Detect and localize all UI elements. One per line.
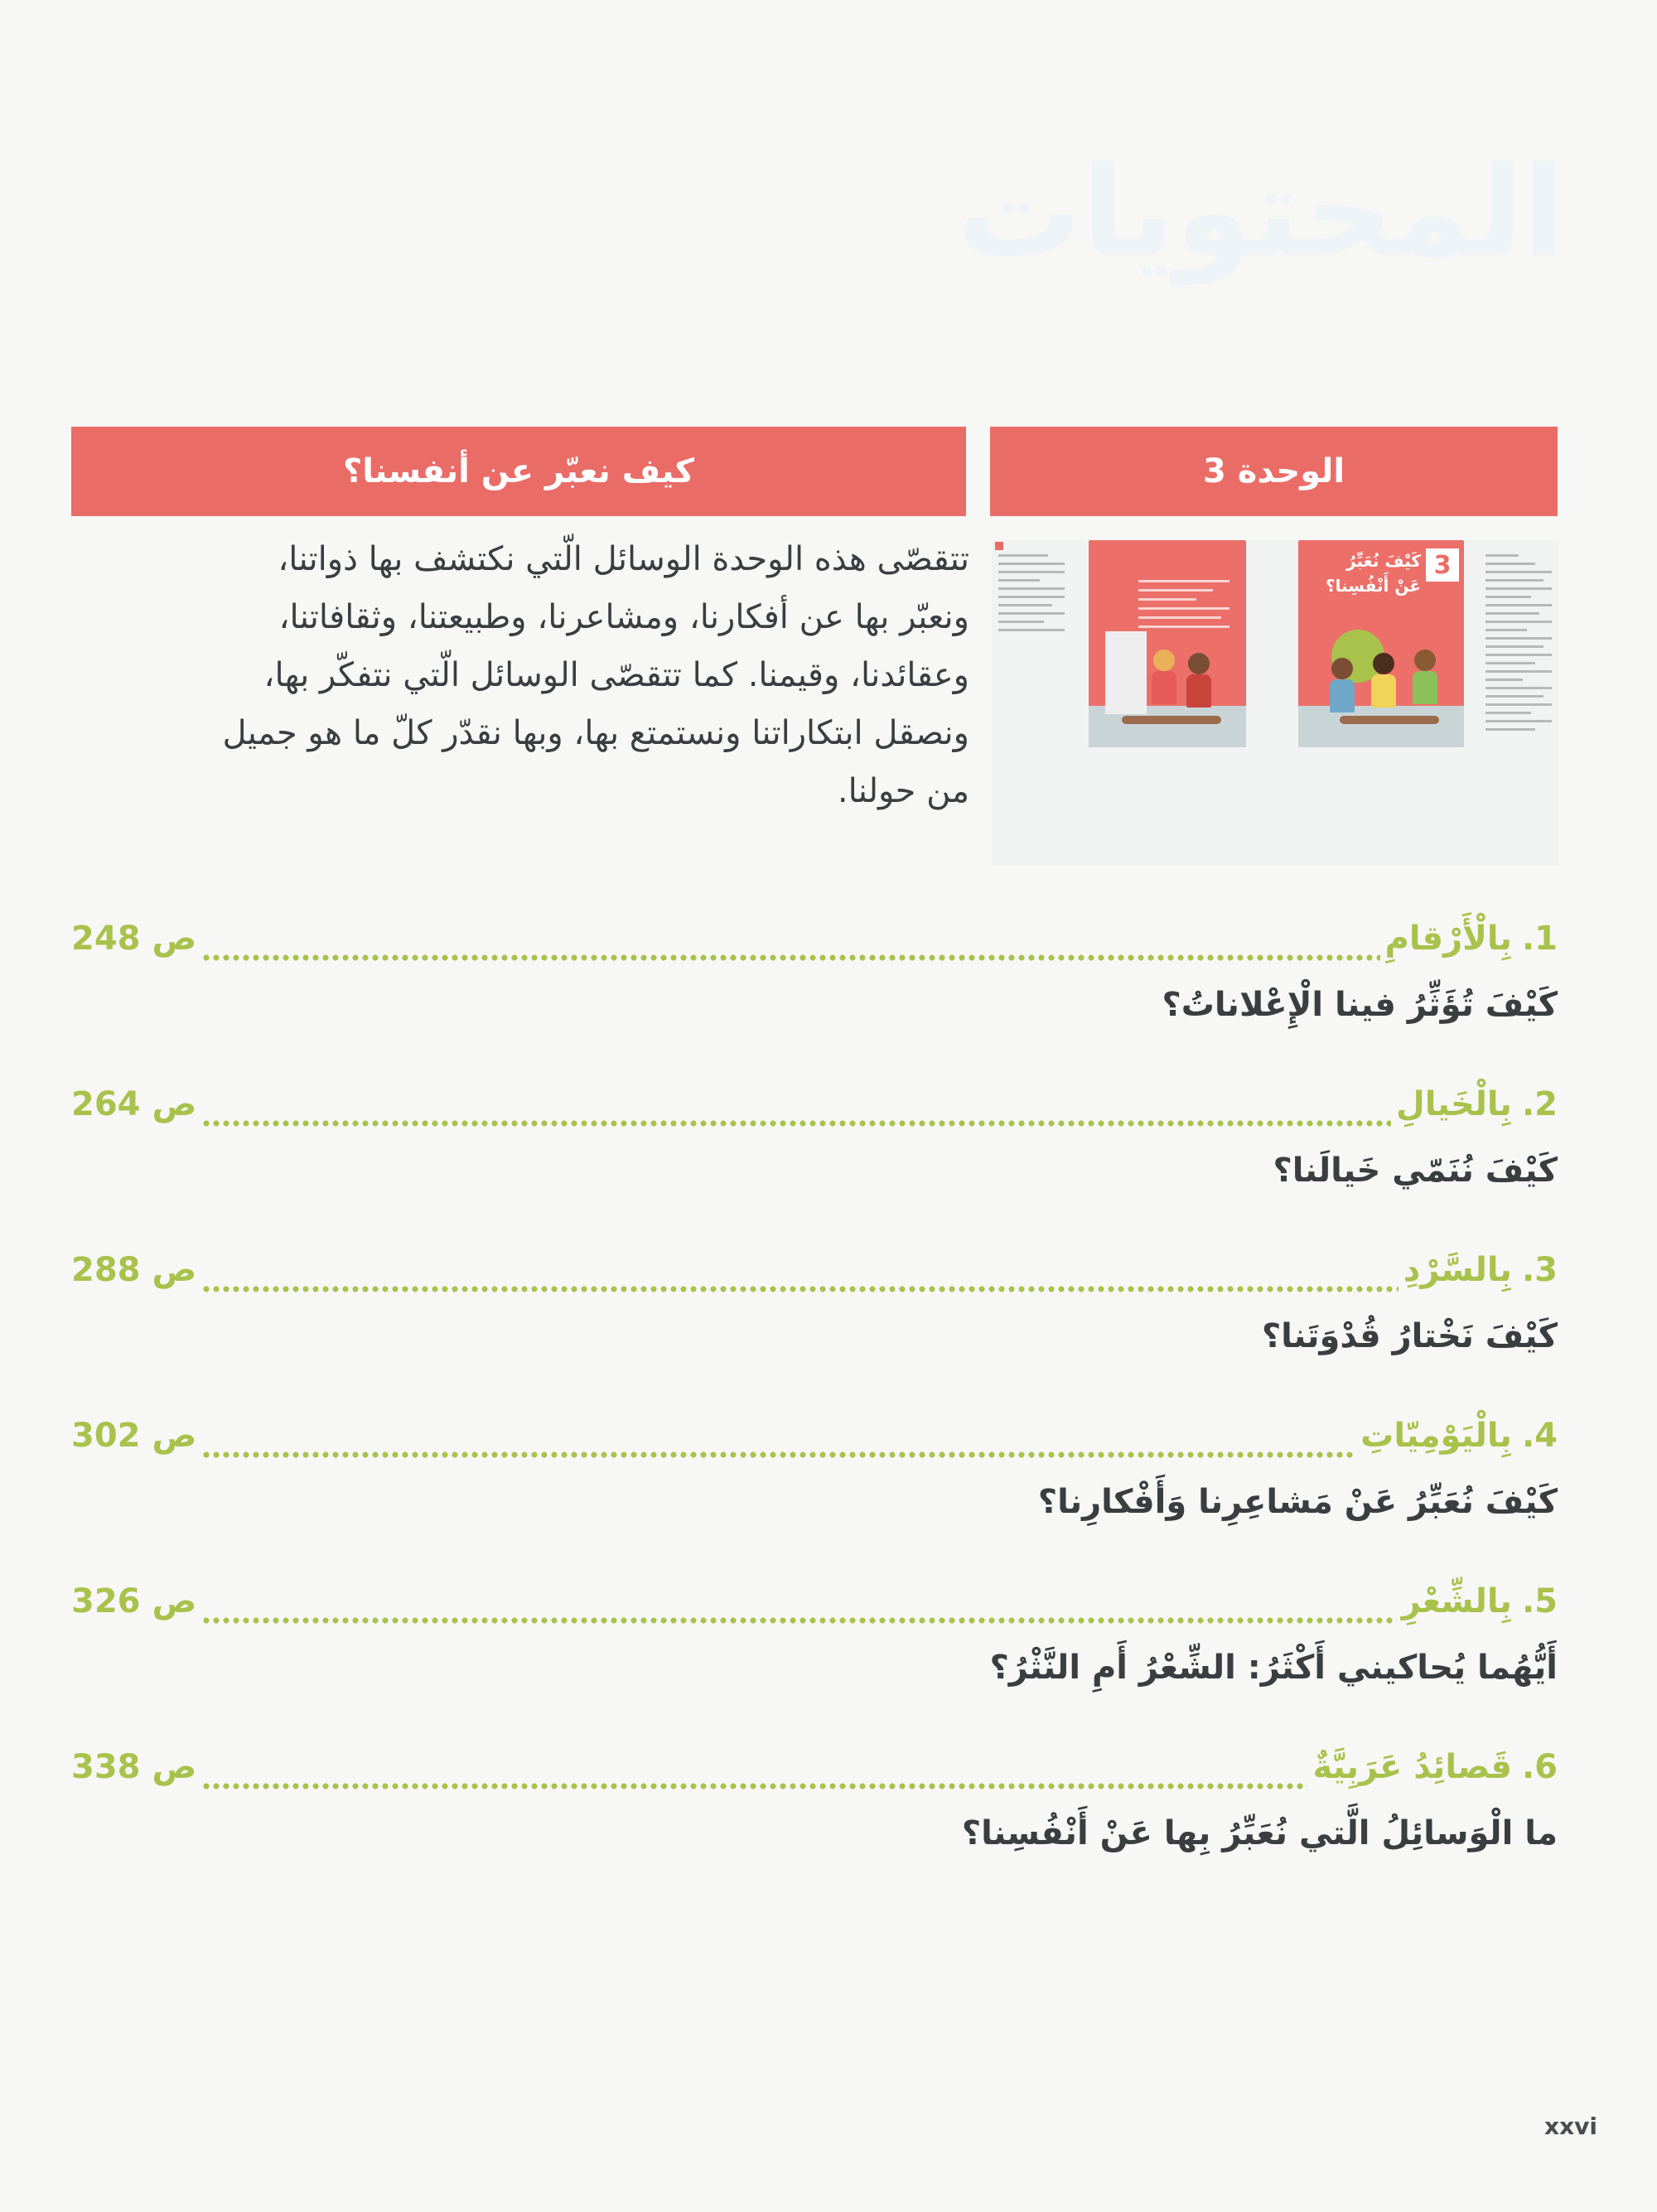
child-illustration <box>1331 658 1353 679</box>
toc-entry-question: كَيْفَ تُؤَثِّرُ فينا الْإِعْلاناتُ؟ <box>1162 986 1558 1024</box>
toc-entry-number: 6. <box>1521 1748 1558 1786</box>
thumb-side-text-left <box>998 548 1065 637</box>
intro-line: وعقائدنا، وقيمنا. كما تتقصّى الوسائل الّتي نتفكّر بها، <box>263 656 969 694</box>
toc-entry-page: ص 302 <box>71 1417 197 1455</box>
leader-dots <box>201 1284 1399 1294</box>
toc-entry-title: بِالْأَرْقامِ <box>1384 920 1512 958</box>
toc-entry-number: 5. <box>1521 1582 1558 1620</box>
leader-dots <box>201 953 1379 963</box>
intro-line: من حولنا. <box>837 772 969 810</box>
unit-number-bar <box>990 427 1558 516</box>
unit-intro-paragraph <box>108 530 969 820</box>
toc-entry-question: ما الْوَسائِلُ الَّتي نُعَبِّرُ بِها عَنْ أَنْفُسِنا؟ <box>961 1814 1558 1852</box>
thumb-red-tab <box>995 542 1003 550</box>
thumb-unit-badge: 3 <box>1426 548 1459 582</box>
thumb-inquiry-page <box>1089 540 1246 747</box>
toc-entry-page: ص 288 <box>71 1251 197 1289</box>
child-illustration <box>1373 653 1394 674</box>
toc-entry-question: كَيْفَ نَخْتارُ قُدْوَتَنا؟ <box>1261 1317 1558 1355</box>
toc-entry[interactable] <box>71 1251 1558 1417</box>
toc-entry-number: 1. <box>1521 920 1558 958</box>
unit-title-bar <box>71 427 966 516</box>
table-illustration <box>1340 716 1439 724</box>
bookshelf-illustration <box>1105 631 1147 714</box>
thumb-side-text-right <box>1486 548 1552 737</box>
unit-label: الوحدة 3 <box>1202 452 1345 490</box>
toc-entry-title: قَصائِدُ عَرَبِيَّةٌ <box>1312 1748 1512 1786</box>
thumb-question-lines <box>1138 573 1229 635</box>
leader-dots <box>201 1781 1307 1791</box>
intro-line: تتقصّى هذه الوحدة الوسائل الّتي نكتشف بها ذواتنا، <box>278 540 969 578</box>
toc-entry-question: كَيْفَ نُنَمّي خَيالَنا؟ <box>1273 1152 1558 1190</box>
leader-dots <box>201 1616 1396 1625</box>
toc-entry-number: 2. <box>1521 1085 1558 1123</box>
toc-entry[interactable] <box>71 1582 1558 1748</box>
leader-dots <box>201 1118 1391 1128</box>
toc-entry-title: بِالشِّعْرِ <box>1401 1582 1512 1620</box>
child-illustration <box>1188 653 1210 674</box>
unit-opener-thumbnail <box>992 540 1558 865</box>
toc-entry-page: ص 338 <box>71 1748 197 1786</box>
thumb-unit-cover-page <box>1298 540 1464 747</box>
toc-entry-title: بِالسَّرْدِ <box>1403 1251 1512 1289</box>
child-illustration <box>1414 650 1436 671</box>
ghost-contents-title: المحتويات <box>956 141 1566 285</box>
table-illustration <box>1122 716 1221 724</box>
unit-title: كيف نعبّر عن أنفسنا؟ <box>343 452 694 490</box>
intro-line: ونصقل ابتكاراتنا ونستمتع بها، وبها نقدّر كلّ ما هو جميل <box>222 714 969 752</box>
thumb-cover-heading: كَيْفَ نُعَبِّرُ عَنْ أَنْفُسِنا؟ <box>1325 551 1421 596</box>
toc-entry[interactable] <box>71 920 1558 1085</box>
page-number: xxvi <box>1544 2113 1597 2140</box>
toc-entry-number: 4. <box>1521 1417 1558 1455</box>
intro-line: ونعبّر بها عن أفكارنا، ومشاعرنا، وطبيعتنا، وثقافاتنا، <box>278 598 969 636</box>
toc-entry[interactable] <box>71 1085 1558 1251</box>
toc-entry-title: بِالْيَوْمِيّاتِ <box>1360 1417 1512 1455</box>
toc-entry[interactable] <box>71 1417 1558 1582</box>
toc-entry-question: كَيْفَ نُعَبِّرُ عَنْ مَشاعِرِنا وَأَفْكارِنا؟ <box>1037 1483 1558 1521</box>
toc-entry-title: بِالْخَيالِ <box>1396 1085 1512 1123</box>
child-illustration <box>1153 650 1175 671</box>
leader-dots <box>201 1450 1355 1460</box>
toc-entry-question: أَيُّهُما يُحاكيني أَكْثَرُ: الشِّعْرُ أَمِ النَّثْرُ؟ <box>989 1649 1558 1687</box>
table-of-contents <box>71 920 1558 1914</box>
toc-entry-page: ص 248 <box>71 920 197 958</box>
toc-entry-page: ص 264 <box>71 1085 197 1123</box>
toc-entry-number: 3. <box>1521 1251 1558 1289</box>
toc-entry-page: ص 326 <box>71 1582 197 1620</box>
toc-entry[interactable] <box>71 1748 1558 1914</box>
